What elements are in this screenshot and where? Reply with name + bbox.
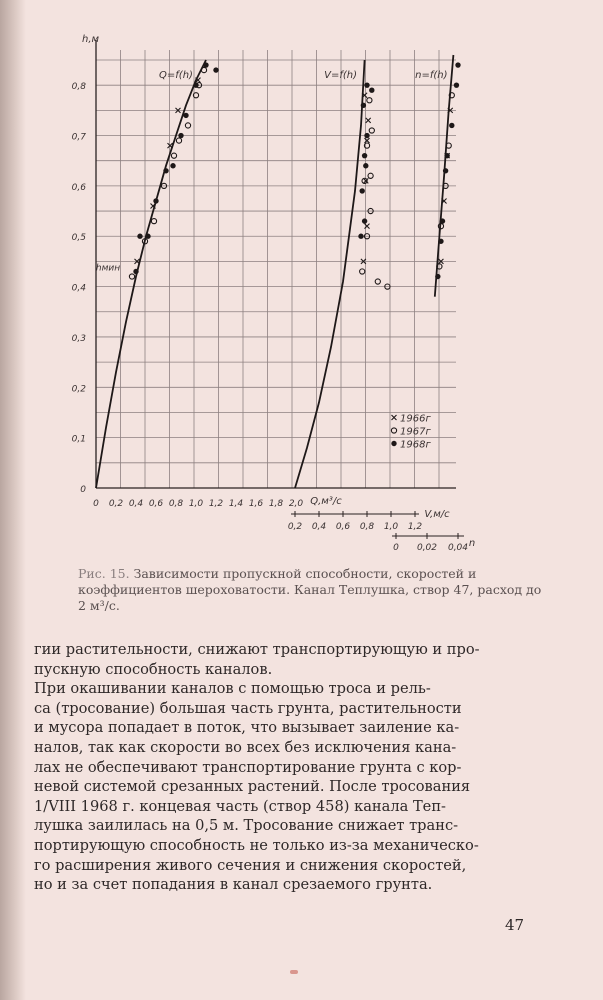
data-point-1968 — [360, 188, 365, 193]
figure-chart — [60, 20, 480, 560]
body-line: налов, так как скорости во всех без исключения кана- — [34, 738, 457, 756]
data-point-1968 — [170, 163, 175, 168]
body-line: лушка заилилась на 0,5 м. Тросование снижает транс- — [34, 817, 459, 835]
data-point-1968 — [362, 153, 367, 158]
y-tick-label: 0,8 — [71, 82, 86, 93]
data-point-1968 — [145, 234, 150, 239]
v-tick-label: 1,2 — [407, 522, 423, 532]
body-line: лах не обеспечивают транспортирование грунта с кор- — [34, 758, 462, 776]
data-point-1968 — [193, 82, 198, 87]
data-point-1967 — [185, 123, 190, 128]
y-tick-label: 0,1 — [71, 434, 86, 445]
v-axis-title: V,м/с — [424, 509, 450, 520]
data-point-1968 — [178, 133, 183, 138]
data-point-1968 — [153, 198, 158, 203]
q-tick-label: 0,8 — [168, 499, 184, 509]
body-line: и мусора попадает в поток, что вызывает заиление ка- — [34, 719, 460, 737]
data-point-1968 — [213, 67, 218, 72]
data-point-1968 — [449, 123, 454, 128]
body-line: но и за счет попадания в канал срезаемого грунта. — [34, 876, 433, 894]
q-tick-label: 1,2 — [208, 499, 224, 509]
data-point-1968 — [443, 168, 448, 173]
body-line: При окашивании каналов с помощью троса и рель- — [34, 680, 431, 698]
y-tick-label: 0,4 — [71, 283, 86, 294]
q-tick-label: 0,6 — [148, 499, 164, 509]
data-point-1968 — [362, 218, 367, 223]
v-tick-label: 0,8 — [359, 522, 375, 532]
body-paragraphs — [34, 640, 524, 895]
data-point-1968 — [391, 441, 396, 446]
data-point-1967 — [368, 173, 373, 178]
data-point-1967 — [151, 219, 156, 224]
curve-n — [435, 55, 454, 297]
data-point-1968 — [358, 234, 363, 239]
q-tick-label: 1,0 — [188, 499, 204, 509]
v-tick-label: 0,2 — [287, 522, 303, 532]
ink-mark — [290, 970, 298, 974]
data-point-1968 — [361, 103, 366, 108]
caption-text: Зависимости пропускной способности, скоростей и коэффициентов шероховатости. Канал Теплушка, створ 47, расход до 2 м³/с. — [78, 566, 542, 613]
y-tick-label: 0 — [80, 485, 86, 495]
body-line: пускную способность каналов. — [34, 660, 273, 678]
data-point-1967 — [367, 98, 372, 103]
curve-label: Q=f(h) — [159, 70, 193, 81]
data-point-1967 — [369, 128, 374, 133]
q-tick-label: 0 — [93, 499, 99, 509]
body-line: са (тросование) большая часть грунта, растительности — [34, 699, 462, 717]
data-point-1968 — [440, 218, 445, 223]
data-point-1967 — [201, 67, 206, 72]
q-tick-label: 0,4 — [128, 499, 144, 509]
data-point-1967 — [391, 428, 396, 433]
y-tick-label: 0,5 — [71, 233, 86, 244]
y-tick-label: 0,2 — [71, 384, 86, 395]
body-line: невой системой срезанных растений. После тросования — [34, 778, 471, 796]
data-point-1968 — [137, 234, 142, 239]
n-axis-title: n — [468, 538, 476, 549]
data-point-1968 — [133, 269, 138, 274]
data-point-1968 — [444, 153, 449, 158]
data-point-1967 — [129, 274, 134, 279]
data-point-1968 — [435, 274, 440, 279]
page-spine-shadow — [0, 0, 26, 1000]
data-point-1967 — [176, 138, 181, 143]
q-axis-title: Q,м³/с — [310, 496, 342, 507]
y-tick-label: 0,6 — [71, 182, 86, 193]
data-point-1966 — [366, 118, 371, 123]
q-tick-label: 1,4 — [228, 499, 244, 509]
data-point-1968 — [364, 133, 369, 138]
data-point-1968 — [438, 239, 443, 244]
data-point-1968 — [364, 82, 369, 87]
q-tick-label: 0,2 — [108, 499, 124, 509]
data-point-1966 — [392, 415, 397, 420]
data-point-1968 — [163, 168, 168, 173]
curve-label: V=f(h) — [324, 70, 358, 81]
legend-label: 1966г — [400, 413, 431, 425]
body-line: гии растительности, снижают транспортирующую и про- — [34, 641, 480, 658]
q-tick-label: 2,0 — [288, 499, 304, 509]
n-tick-label: 0,02 — [416, 543, 438, 553]
body-line: портирующую способность не только из-за механическо- — [34, 836, 479, 854]
data-point-1968 — [183, 113, 188, 118]
data-point-1968 — [454, 82, 459, 87]
data-point-1968 — [369, 88, 374, 93]
curve-q — [96, 60, 206, 488]
y-axis-title: h,м — [82, 34, 100, 45]
data-point-1967 — [360, 269, 365, 274]
q-tick-label: 1,8 — [268, 499, 284, 509]
body-line: 1/VIII 1968 г. концевая часть (створ 458) канала Теп- — [34, 797, 446, 815]
data-point-1968 — [363, 163, 368, 168]
y-tick-label: 0,3 — [71, 333, 86, 344]
legend-label: 1968г — [400, 439, 431, 451]
y-tick-label: 0,7 — [71, 132, 86, 143]
n-tick-label: 0 — [393, 543, 399, 553]
page-number: 47 — [505, 916, 525, 934]
figure-caption — [78, 566, 548, 614]
v-tick-label: 0,4 — [311, 522, 327, 532]
data-point-1967 — [171, 153, 176, 158]
curve-label: n=f(h) — [415, 70, 448, 81]
caption-figure-number: Рис. 15. — [78, 566, 130, 581]
v-tick-label: 1,0 — [383, 522, 399, 532]
data-point-1967 — [375, 279, 380, 284]
body-line: го расширения живого сечения и снижения скоростей, — [34, 856, 467, 874]
n-tick-label: 0,04 — [447, 543, 469, 553]
hmin-label: hмин — [95, 263, 121, 274]
legend-label: 1967г — [400, 426, 431, 438]
data-point-1968 — [203, 62, 208, 67]
v-tick-label: 0,6 — [335, 522, 351, 532]
data-point-1968 — [455, 62, 460, 67]
q-tick-label: 1,6 — [248, 499, 264, 509]
curve-v — [295, 60, 365, 488]
